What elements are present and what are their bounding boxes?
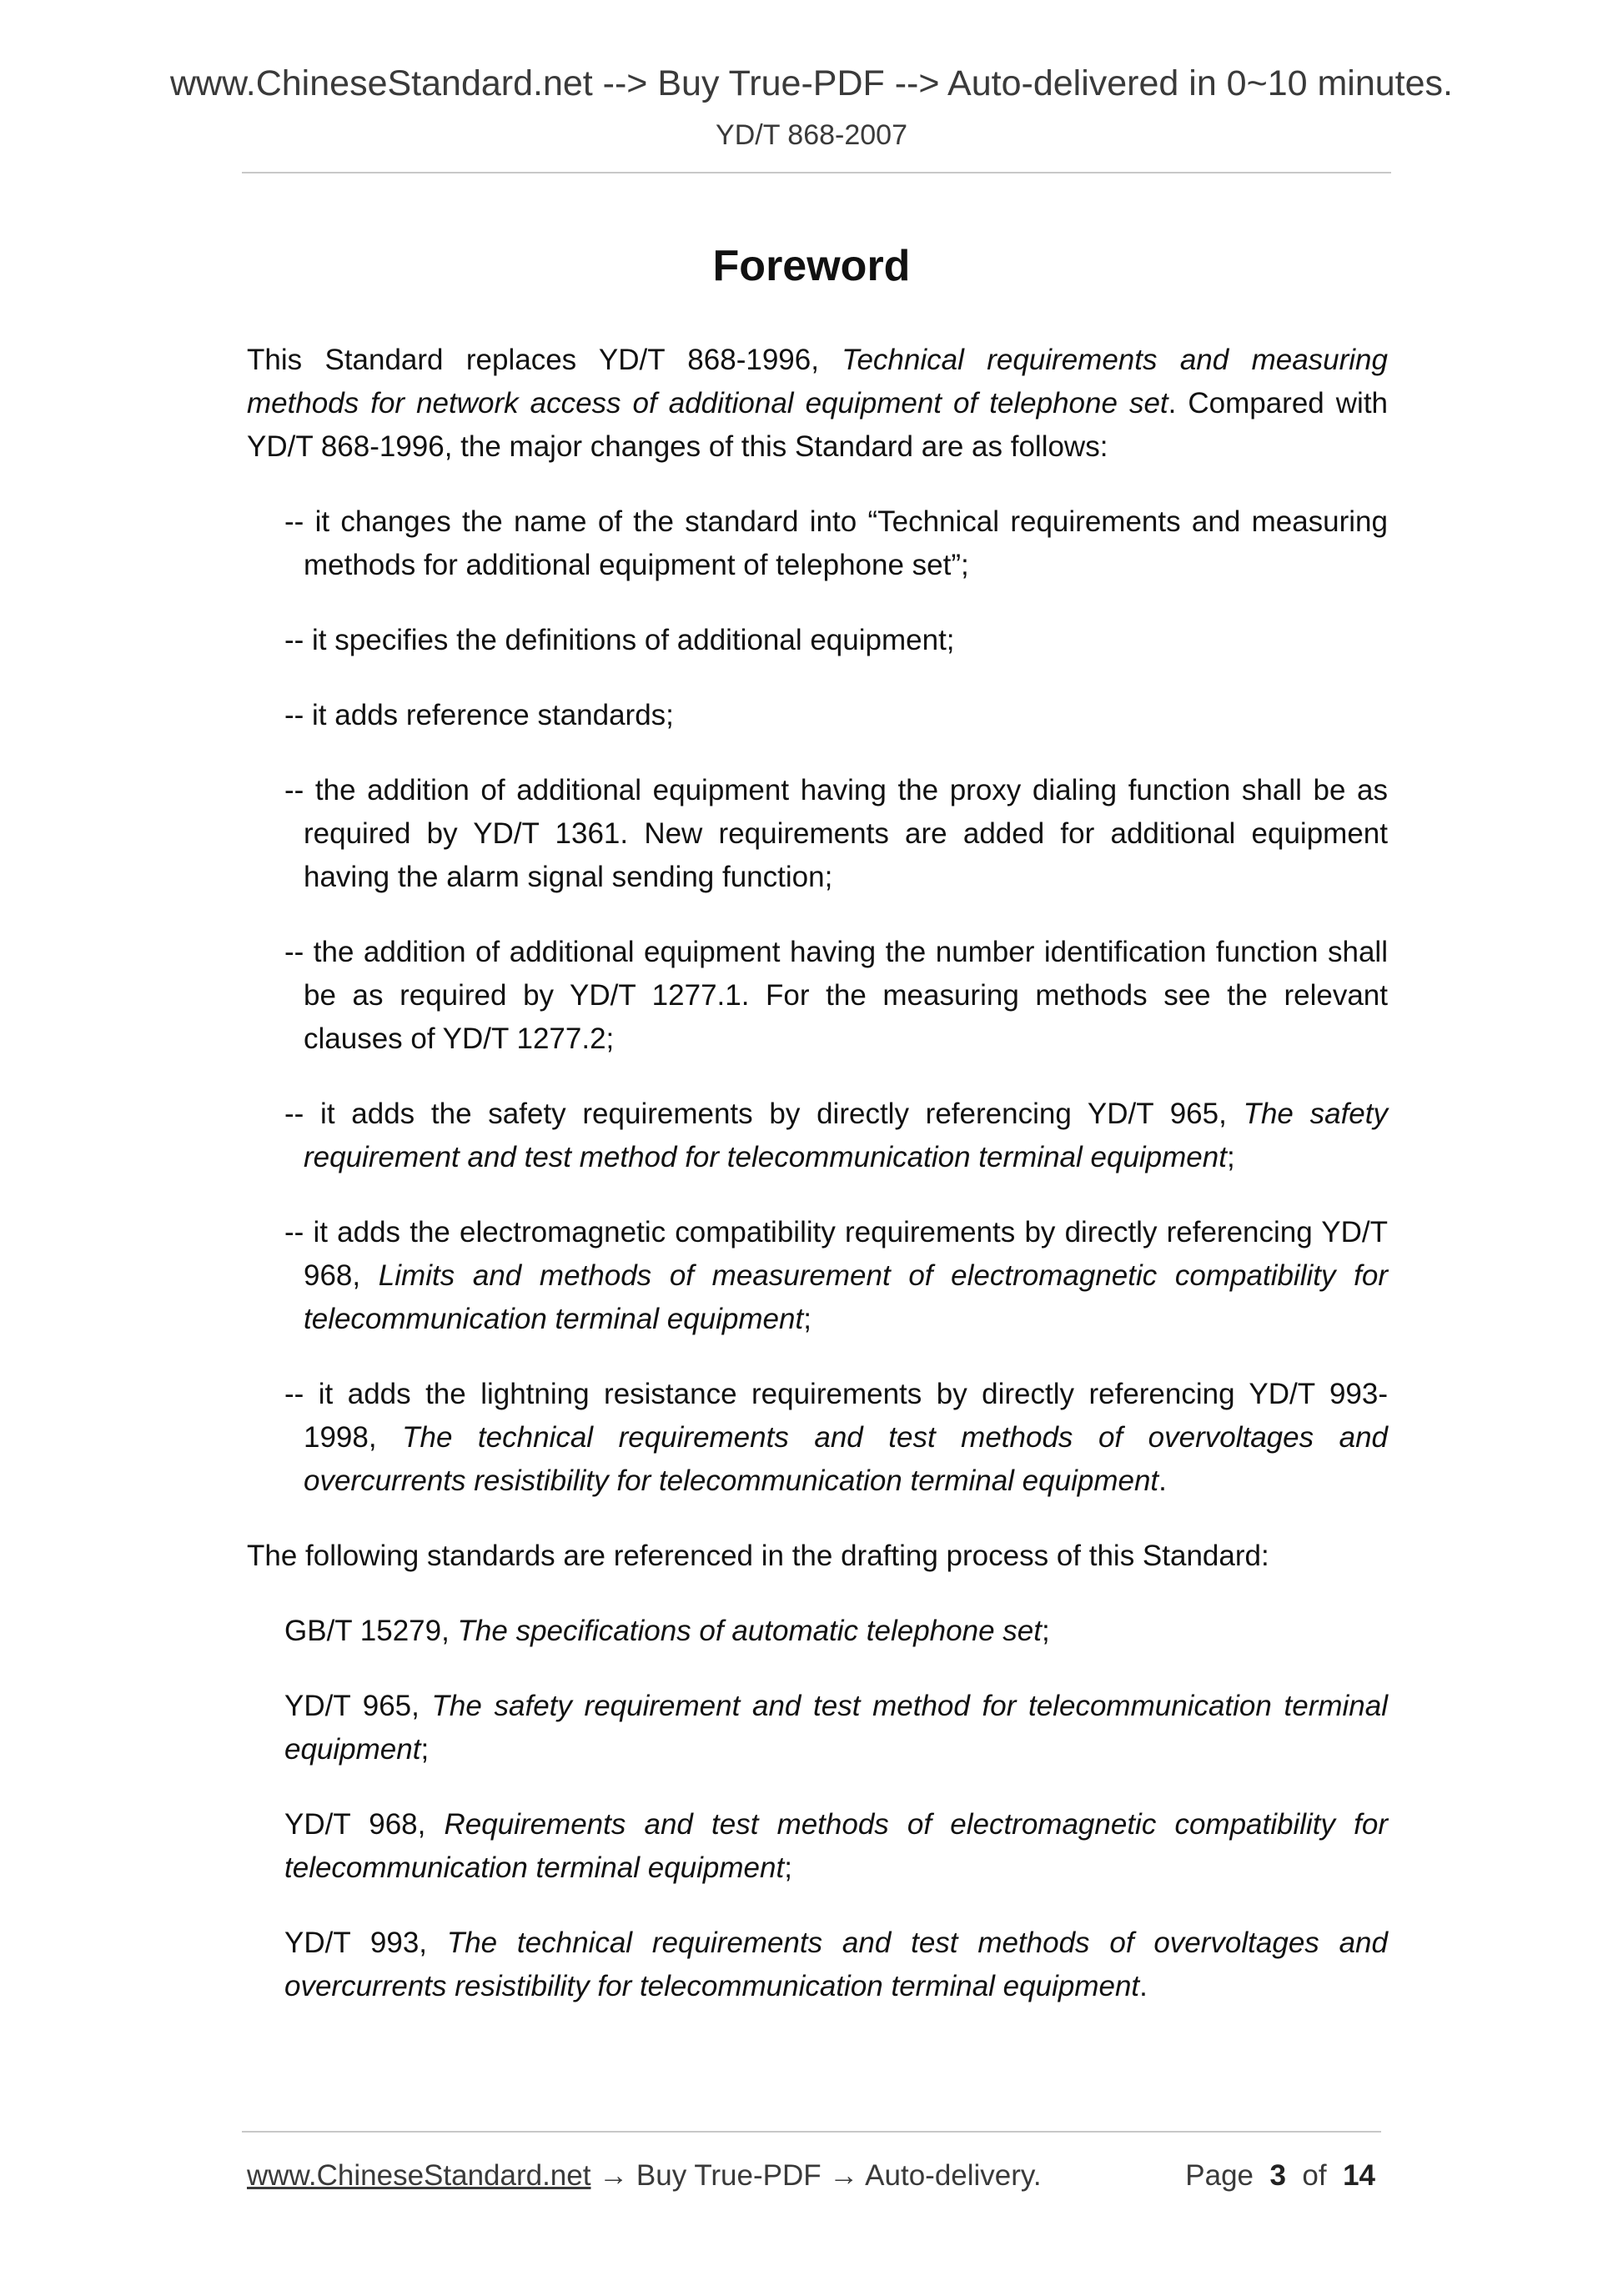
page-total: 14 [1343,2159,1375,2192]
change-item: -- the addition of additional equipment having the number identification function shall be as required by YD/T 1277.1. For the measuring methods see the relevant clauses of YD/T 1277.2; [284,936,1388,1055]
reference-item: GB/T 15279, The specifications of automatic telephone set; [284,1615,1050,1647]
footer-promo [247,2158,1042,2194]
change-item: -- the addition of additional equipment having the proxy dialing function shall be as required by YD/T 1361. New requirements are added for additional equipment having the alarm signal sending function; [284,774,1388,893]
header-banner: www.ChineseStandard.net --> Buy True-PDF --> Auto-delivered in 0~10 minutes. [169,63,1453,103]
intro-replaced-title: Technical requirements and measuring methods for network access of additional equipment of telephone set [247,344,1388,420]
references-intro: The following standards are referenced in the drafting process of this Standard: [247,1540,1269,1572]
page-title: Foreword [712,242,911,290]
change-item: -- it specifies the definitions of additional equipment; [284,624,955,656]
intro-text-end: . Compared with YD/T 868-1996, the major changes of this Standard are as follows: [247,387,1389,463]
footer-promo-text: → Buy True-PDF → Auto-delivery. [590,2159,1042,2192]
document-code: YD/T 868-2007 [716,119,907,151]
header-divider [242,172,1391,173]
footer-divider [242,2131,1381,2133]
change-item: -- it adds reference standards; [284,699,674,731]
change-item: -- it changes the name of the standard into “Technical requirements and measuring methods for additional equipment of telephone set”; [284,505,1388,581]
reference-item: YD/T 965, The safety requirement and test method for telecommunication terminal equipment; [284,1690,1388,1766]
reference-item: YD/T 993, The technical requirements and test methods of overvoltages and overcurrents resistibility for telecommunication terminal equipment. [284,1927,1388,2002]
page-indicator: Page 3 of 14 [1185,2159,1375,2192]
reference-item: YD/T 968, Requirements and test methods of electromagnetic compatibility for telecommunication terminal equipment; [284,1808,1388,1884]
page-number: 3 [1269,2159,1286,2192]
change-item: -- it adds the safety requirements by directly referencing YD/T 965, The safety requirement and test method for telecommunication terminal equipment; [284,1098,1388,1173]
change-item: -- it adds the lightning resistance requirements by directly referencing YD/T 993-1998, The technical requirements and test methods of overvoltages and overcurrents resistibility for telecommunication terminal equipment. [284,1378,1388,1497]
footer-site-link[interactable]: www.ChineseStandard.net [247,2159,591,2192]
intro-text-start: This Standard replaces YD/T 868-1996, [247,344,842,376]
change-item: -- it adds the electromagnetic compatibility requirements by directly referencing YD/T 968, Limits and methods of measurement of electromagnetic compatibility for telecommunication terminal equipment; [284,1216,1388,1335]
intro-paragraph [247,339,1388,469]
foreword-body [247,339,1388,2040]
